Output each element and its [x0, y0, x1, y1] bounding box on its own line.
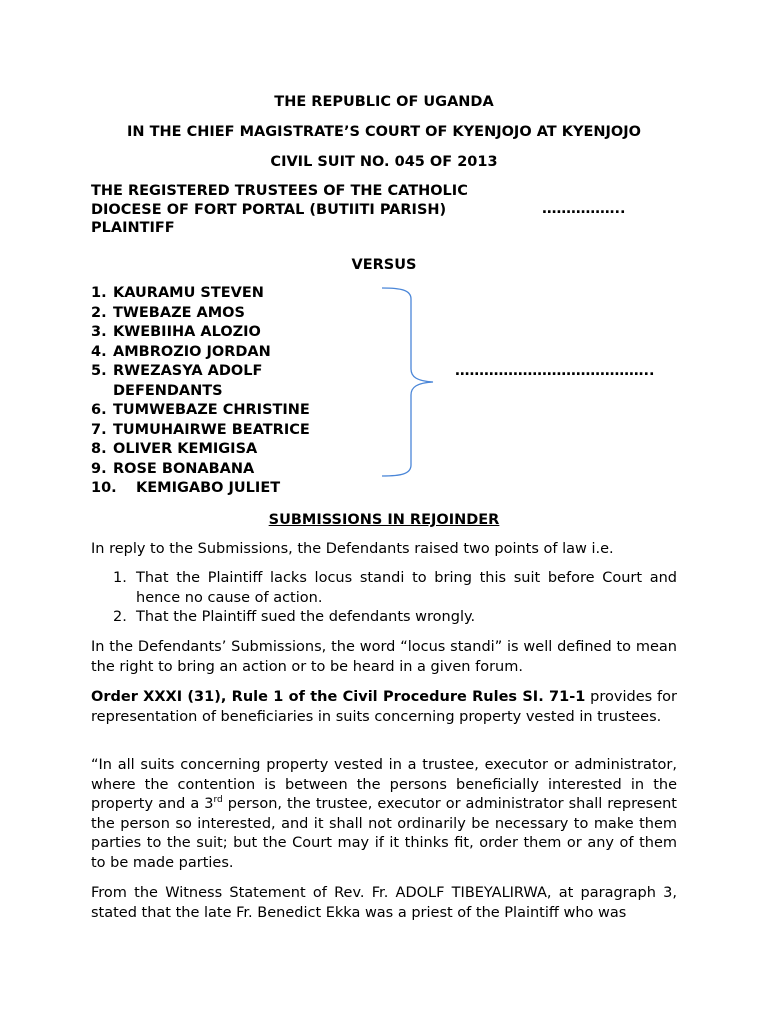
list-item: 10. KEMIGABO JULIET — [91, 480, 281, 496]
list-item: 4. AMBROZIO JORDAN — [91, 343, 271, 360]
intro-paragraph: In reply to the Submissions, the Defendants raised two points of law i.e. — [91, 541, 614, 557]
list-item: 9. ROSE BONABANA — [91, 460, 255, 477]
republic-title: THE REPUBLIC OF UGANDA — [274, 94, 494, 110]
plaintiff-role: PLAINTIFF — [91, 220, 175, 236]
plaintiff-line-1: THE REGISTERED TRUSTEES OF THE CATHOLIC — [91, 183, 468, 199]
list-item: 1. KAURAMU STEVEN — [91, 285, 264, 301]
order-citation: Order XXXI (31), Rule 1 of the Civil Procedure Rules SI. 71-1 — [91, 689, 586, 705]
list-item: 6. TUMWEBAZE CHRISTINE — [91, 402, 310, 418]
witness-paragraph: From the Witness Statement of Rev. Fr. ADOLF TIBEYALIRWA, at paragraph 3, stated that the late Fr. Benedict Ekka was a priest of the Plaintiff who was — [91, 885, 677, 921]
locus-standi-paragraph: In the Defendants’ Submissions, the word “locus standi” is well defined to mean the right to bring an action or to be heard in a given forum. — [91, 639, 677, 675]
plaintiff-dots: …………….. — [542, 201, 626, 217]
list-item: 8. OLIVER KEMIGISA — [91, 441, 258, 457]
plaintiff-line-2: DIOCESE OF FORT PORTAL (BUTIITI PARISH) — [91, 202, 447, 218]
list-item: 7. TUMUHAIRWE BEATRICE — [91, 421, 310, 438]
suit-number: CIVIL SUIT NO. 045 OF 2013 — [270, 154, 498, 170]
curly-brace-icon — [381, 287, 441, 479]
list-item: 1. That the Plaintiff lacks locus standi to bring this suit before Court and hence no cause of action. — [113, 570, 677, 606]
order-paragraph: Order XXXI (31), Rule 1 of the Civil Procedure Rules SI. 71-1 provides for representation of beneficiaries in suits concerning property vested in trustees. — [91, 689, 677, 725]
court-title: IN THE CHIEF MAGISTRATE’S COURT OF KYENJOJO AT KYENJOJO — [127, 124, 641, 140]
defendants-role: DEFENDANTS — [113, 382, 223, 399]
defendants-dots: ………………………………….. — [455, 363, 655, 379]
list-item: 3. KWEBIIHA ALOZIO — [91, 324, 261, 340]
list-item: 5. RWEZASYA ADOLF — [91, 363, 263, 379]
versus-label: VERSUS — [351, 257, 417, 273]
quote-paragraph: “In all suits concerning property vested in a trustee, executor or administrator, where the contention is between the persons beneficially interested in the property and a 3rd person, the trustee, executor or administrator shall represent the person so interested, and it shall not ordinarily be necessary to make them parties to the suit; but the Court may if it thinks fit, order them or any of them to be made parties. — [91, 757, 677, 871]
list-item: 2. That the Plaintiff sued the defendants wrongly. — [113, 609, 476, 626]
points-list — [91, 569, 677, 628]
section-heading: SUBMISSIONS IN REJOINDER — [268, 512, 500, 528]
list-item: 2. TWEBAZE AMOS — [91, 304, 245, 321]
defendants-list — [91, 284, 310, 499]
